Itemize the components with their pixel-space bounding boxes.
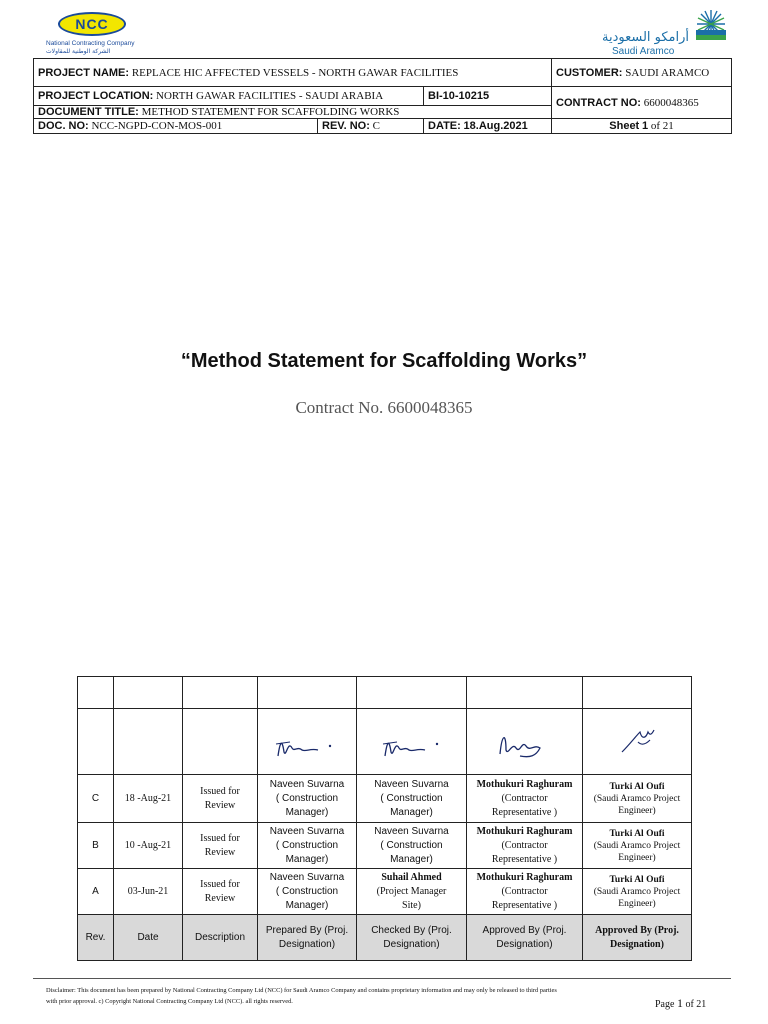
saudi-aramco-logo [600,8,730,56]
prepared-by-signature [272,722,342,762]
project-location-value: NORTH GAWAR FACILITIES - SAUDI ARABIA [156,90,384,102]
description-header: Description [183,915,258,961]
checked-by-cell [357,823,467,869]
revision-signature-row [78,709,692,775]
page-number [655,996,706,1011]
page-label: Page [655,999,675,1010]
prepared-by-role-1: ( Construction [275,885,339,897]
checked-by-cell [357,775,467,823]
customer-approved-by-header: Approved By (Proj. Designation) [583,915,692,961]
prepared-by-cell [258,823,357,869]
date-cell [424,119,552,134]
sheet-total: 21 [662,120,674,132]
rev-no-cell [318,119,424,134]
prepared-by-role-2: Manager) [285,853,329,865]
customer-approval-signature [602,722,672,762]
customer-label: CUSTOMER: [556,66,623,79]
project-name-label: PROJECT NAME: [38,66,130,79]
customer-approver-name: Turki Al Oufi [609,828,665,839]
bi-number-cell [424,87,552,106]
date-value: 18.Aug.2021 [463,120,528,132]
document-title-label: DOCUMENT TITLE: [38,106,139,118]
blank-cell [78,677,114,709]
blank-cell [357,677,467,709]
revision-row-a [78,869,692,915]
project-location-cell [34,87,424,106]
checked-by-role-2: Manager) [390,806,433,818]
prepared-by-header: Prepared By (Proj. Designation) [258,915,357,961]
customer-value: SAUDI ARAMCO [625,66,710,79]
sheet-cell [552,119,732,134]
approved-by-cell [467,775,583,823]
description-cell [183,869,258,915]
approved-by-role-2: Representative ) [491,806,558,818]
approved-by-role-1: (Contractor [501,839,548,851]
disclaimer-line-2: with prior approval. c) Copyright National Contracting Company Ltd (NCC). all rights reserved. [46,998,293,1005]
description-line-1: Issued for [200,878,240,890]
date-header: Date [114,915,183,961]
blank-cell [583,677,692,709]
bi-number-value: BI-10-10215 [428,90,490,102]
customer-approval-cell [583,775,692,823]
blank-cell [258,677,357,709]
revision-row-c [78,775,692,823]
description-line-2: Review [204,892,236,904]
revision-table [77,676,692,961]
customer-approver-name: Turki Al Oufi [609,874,665,885]
aramco-logo-english: Saudi Aramco [612,46,675,57]
rev-no-label: REV. NO: [322,120,370,132]
description-line-2: Review [204,846,236,858]
prepared-by-name: Naveen Suvarna [269,871,345,883]
blank-cell [114,677,183,709]
checked-by-signature [377,722,447,762]
checked-by-role-2: Site) [402,899,421,911]
doc-no-label: DOC. NO: [38,120,89,132]
rev-no-value: C [372,120,380,132]
customer-approver-role-2: Engineer) [618,805,656,816]
description-line-2: Review [204,799,236,811]
contract-no-value: 6600048365 [643,96,699,109]
revision-row-b [78,823,692,869]
approved-by-name: Mothukuri Raghuram [476,871,573,883]
customer-cell [552,59,732,87]
ncc-logo-oval: NCC [58,12,126,36]
approved-by-cell [467,869,583,915]
prepared-by-role-1: ( Construction [275,792,339,804]
checked-by-role-1: ( Construction [380,792,443,804]
contract-no-label: CONTRACT NO: [556,96,641,109]
revision-blank-row [78,677,692,709]
prepared-signature-cell [258,709,357,775]
prepared-by-role-1: ( Construction [275,839,339,851]
blank-cell [114,709,183,775]
prepared-by-name: Naveen Suvarna [269,825,345,837]
prepared-by-role-2: Manager) [285,806,329,818]
customer-approver-role-1: (Saudi Aramco Project [593,840,681,851]
aramco-logo-arabic: أرامكو السعودية [602,30,690,45]
description-cell [183,775,258,823]
approved-by-signature [490,722,560,762]
document-main-title: “Method Statement for Scaffolding Works” [180,350,588,372]
ncc-logo-subtitle-arabic: الشركة الوطنية للمقاولات [46,48,111,55]
disclaimer-text [46,985,686,1007]
approved-by-role-1: (Contractor [501,885,548,897]
ncc-logo [46,12,146,56]
ncc-logo-subtitle: National Contracting Company [46,40,135,47]
revision-header-row [78,915,692,961]
customer-approver-role-1: (Saudi Aramco Project [593,793,681,804]
description-cell [183,823,258,869]
project-name-cell [34,59,552,87]
rev-header: Rev. [78,915,114,961]
approved-by-header: Approved By (Proj. Designation) [467,915,583,961]
document-header-table [33,58,732,134]
rev-cell: B [78,823,114,869]
rev-cell: A [78,869,114,915]
approved-by-name: Mothukuri Raghuram [476,778,573,790]
prepared-by-cell [258,869,357,915]
customer-approver-role-1: (Saudi Aramco Project [593,886,681,897]
prepared-by-role-2: Manager) [285,899,329,911]
customer-approver-role-2: Engineer) [618,898,656,909]
approved-signature-cell [467,709,583,775]
page-total: of 21 [685,999,707,1010]
date-cell: 18 -Aug-21 [114,775,183,823]
checked-by-name: Suhail Ahmed [381,871,442,883]
customer-approval-cell [583,823,692,869]
blank-cell [183,709,258,775]
approved-by-role-2: Representative ) [491,853,558,865]
approved-by-name: Mothukuri Raghuram [476,825,573,837]
customer-approval-cell [583,869,692,915]
project-location-label: PROJECT LOCATION: [38,90,154,102]
sheet-of: of [650,120,661,132]
checked-by-name: Naveen Suvarna [374,825,449,837]
date-cell: 03-Jun-21 [114,869,183,915]
checked-by-role-1: (Project Manager [376,885,447,897]
doc-no-value: NCC-NGPD-CON-MOS-001 [91,120,223,132]
aramco-star-icon [694,8,728,42]
customer-approver-name: Turki Al Oufi [609,781,665,792]
page-current: 1 [676,996,683,1010]
prepared-by-name: Naveen Suvarna [269,778,345,790]
doc-no-cell [34,119,318,134]
description-line-1: Issued for [200,785,240,797]
approved-by-role-1: (Contractor [501,792,548,804]
date-cell: 10 -Aug-21 [114,823,183,869]
document-title-value: METHOD STATEMENT FOR SCAFFOLDING WORKS [141,106,400,118]
description-line-1: Issued for [200,832,240,844]
contract-number-line: Contract No. 6600048365 [295,398,473,417]
sheet-number: 1 [641,120,649,132]
checked-signature-cell [357,709,467,775]
checked-by-header: Checked By (Proj. Designation) [357,915,467,961]
approved-by-role-2: Representative ) [491,899,558,911]
header-row-project-name [34,59,732,87]
checked-by-role-1: ( Construction [380,839,443,851]
document-title-cell [34,106,552,119]
checked-by-name: Naveen Suvarna [374,778,449,790]
header-row-project-location [34,87,732,106]
checked-by-cell [357,869,467,915]
date-label: DATE: [428,120,461,132]
header-row-doc-no [34,119,732,134]
blank-cell [467,677,583,709]
approved-by-cell [467,823,583,869]
project-name-value: REPLACE HIC AFFECTED VESSELS - NORTH GAWAR FACILITIES [131,66,459,79]
checked-by-role-2: Manager) [390,853,433,865]
customer-approver-role-2: Engineer) [618,852,656,863]
customer-signature-cell [583,709,692,775]
blank-cell [183,677,258,709]
contract-no-cell [552,87,732,119]
sheet-label: Sheet [609,120,640,132]
blank-cell [78,709,114,775]
prepared-by-cell [258,775,357,823]
footer-divider [33,978,731,979]
rev-cell: C [78,775,114,823]
disclaimer-line-1: Disclaimer: This document has been prepared by National Contracting Company Ltd (NCC) for Saudi Aramco Company and contains proprietary information and may only be released to third parties [46,987,557,994]
